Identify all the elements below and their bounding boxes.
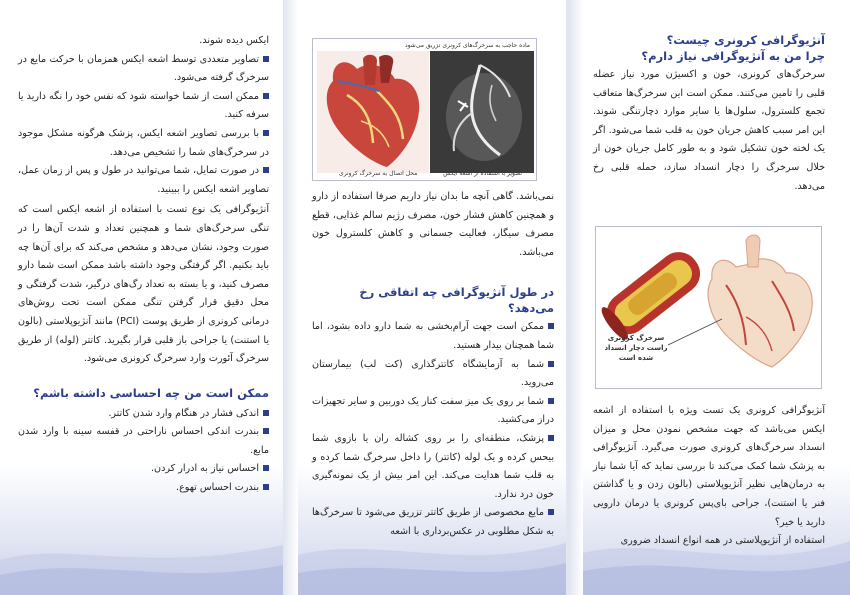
bullet-square-icon: [548, 323, 554, 329]
treatment-paragraph: نمی‌باشد. گاهی آنچه ما بدان نیاز داریم صرفا استفاده از دارو و همچنین کاهش فشار خون، مصرف رژیم سالم غذایی، قطع مصرف سیگار، فعالیت جسمانی و کاهش کلسترول خون می‌باشد.: [312, 191, 554, 258]
procedure-step: مایع مخصوصی از طریق کاتتر تزریق می‌شود تا سرخرگ‌ها به شکل مطلوبی در عکس‌برداری با اشعه: [312, 507, 554, 537]
procedure-bullet: با بررسی تصاویر اشعه ایکس، پزشک هرگونه مشکل موجود در سرخرگ‌های شما را تشخیص می‌دهد.: [18, 127, 269, 158]
blocked-artery-figure: [595, 226, 822, 389]
bullet-square-icon: [263, 130, 269, 136]
angiography-paragraph: آنژیوگرافی یک نوع تست با استفاده از اشعه ایکس است که تنگی سرخرگ‌های شما و همچنین تعداد و شدت آن‌ها را در صورت وجود، نشان می‌دهد و مشخص می‌کند که برای آن‌ها چه باید بکنیم. اگر گرفتگی وجود داشته باشد ممکن است شما دارو مصرف کنید، و یا بسته به تعداد رگ‌های درگیر، شدت گرفتگی و محل دقیق قرار گرفتن تنگی ممکن است تحت روش‌های درمانی کرونری از طریق پوست (PCI) مانند آنژیوپلاستی (بالون یا استنت) یا جراحی باز قلبی قرار بگیرید. کاتتر (لوله) از طریق سرخرگ آئورت وارد سرخرگ کرونری می‌شود.: [18, 204, 269, 365]
blocked-artery-illustration: [596, 227, 821, 388]
procedure-bullet: تصاویر متعددی توسط اشعه ایکس همزمان با حرکت مایع در سرخرگ گرفته می‌شود.: [18, 53, 269, 84]
procedure-step: شما به آزمایشگاه کاتترگذاری (کت لب) بیمارستان می‌روید.: [312, 358, 554, 389]
bullet-square-icon: [263, 410, 269, 416]
bullet-square-icon: [263, 428, 269, 434]
procedure-bullet: در صورت تمایل، شما می‌توانید در طول و پس از زمان عمل، تصاویر اشعه ایکس را ببینید.: [18, 165, 269, 195]
bullet-square-icon: [263, 465, 269, 471]
coronary-arteries-paragraph: سرخرگ‌های کرونری، خون و اکسیژن مورد نیاز عضله قلبی را تامین می‌کنند. ممکن است این سرخرگ‌ها متعاقب تجمع کلسترول، سلول‌ها یا سایر موارد دچارتنگی شوند. این امر سبب کاهش جریان خون به قلب شما می‌شود. اگر یک لخته خون تشکیل شود و به طور کامل جریان خون از خلال سرخرگ را دچار انسداد سازد، حمله قلبی رخ می‌دهد.: [593, 69, 825, 192]
bullet-square-icon: [548, 509, 554, 515]
angiography-definition-paragraph: آنژیوگرافی کرونری یک تست ویژه با استفاده از اشعه ایکس می‌باشد که جهت مشخص نمودن محل و میزان انسداد سرخرگ‌های کرونری صورت می‌گیرد. آنژیوگرافی به پزشک شما کمک می‌کند تا بررسی نماید که آیا شما نیاز به درمان‌هایی نظیر آنژیوپلاستی (بالون زدن و یا گذاشتن فنر یا استنت)، جراحی بای‌پس کرونری یا درمان دارویی دارید یا خیر؟: [593, 405, 825, 528]
figure-caption-bottom: تصویر با استفاده از اشعه ایکس: [443, 170, 522, 177]
procedure-step: ممکن است جهت آرام‌بخشی به شما دارو داده بشود، اما شما همچنان بیدار هستید.: [312, 321, 554, 351]
feelings-heading: ممکن است من چه احساسی داشته باشم؟: [33, 385, 269, 400]
feeling-item: بندرت اندکی احساس ناراحتی در قفسه سینه با وارد شدن مایع.: [18, 426, 269, 456]
heart-illustration: [317, 51, 429, 173]
continued-line: ایکس دیده شوند.: [199, 35, 269, 46]
xray-image: [430, 51, 534, 173]
figure-caption-top: ماده حاجب به سرخرگ‌های کرونری تزریق می‌شود: [404, 42, 530, 49]
right-panel-body: [593, 402, 825, 551]
feeling-item: احساس نیاز به ادرار کردن.: [18, 460, 269, 479]
why-angiography-heading: چرا من به آنژیوگرافی نیاز دارم؟: [641, 49, 825, 63]
bullet-square-icon: [548, 361, 554, 367]
right-panel: [583, 0, 850, 595]
angiogram-figure: [312, 38, 537, 181]
bullet-square-icon: [548, 398, 554, 404]
procedure-step: پزشک، منطقه‌ای را بر روی کشاله ران یا بازوی شما بیحس کرده و یک لوله (کاتتر) را داخل سرخرگ شما کرده و به قلب شما هدایت می‌کند. این امر بیش از یک نمونه‌گیری خون درد ندارد.: [312, 432, 554, 500]
bullet-square-icon: [263, 93, 269, 99]
feeling-item: بندرت احساس تهوع.: [18, 479, 269, 498]
middle-panel: [298, 0, 566, 595]
left-panel: [0, 0, 283, 595]
middle-panel-text: [312, 188, 554, 542]
left-panel-text: [18, 32, 269, 498]
during-angiography-heading: در طول آنژیوگرافی چه اتفاقی رخ می‌دهد؟: [359, 285, 554, 316]
bullet-square-icon: [263, 167, 269, 173]
figure-caption-left: محل اتصال به سرخرگ کرونری: [339, 170, 418, 177]
angioplasty-paragraph: استفاده از آنژیوپلاستی در همه انواع انسداد ضروری: [620, 535, 825, 547]
procedure-step: شما بر روی یک میز سفت کنار یک دوربین و سایر تجهیزات دراز می‌کشید.: [312, 395, 554, 426]
what-is-angiography-heading: آنژیوگرافی کرونری چیست؟: [666, 33, 825, 47]
feeling-item: اندکی فشار در هنگام وارد شدن کاتتر.: [18, 405, 269, 424]
right-panel-intro: [593, 32, 825, 196]
bullet-square-icon: [263, 484, 269, 490]
procedure-bullet: ممکن است از شما خواسته شود که نفس خود را نگه دارید یا سرفه کنید.: [18, 90, 269, 121]
blocked-artery-label: سرخرگ کرونری راست دچار انسداد شده است: [604, 334, 668, 362]
decorative-wave: [0, 515, 283, 595]
bullet-square-icon: [263, 56, 269, 62]
bullet-square-icon: [548, 435, 554, 441]
